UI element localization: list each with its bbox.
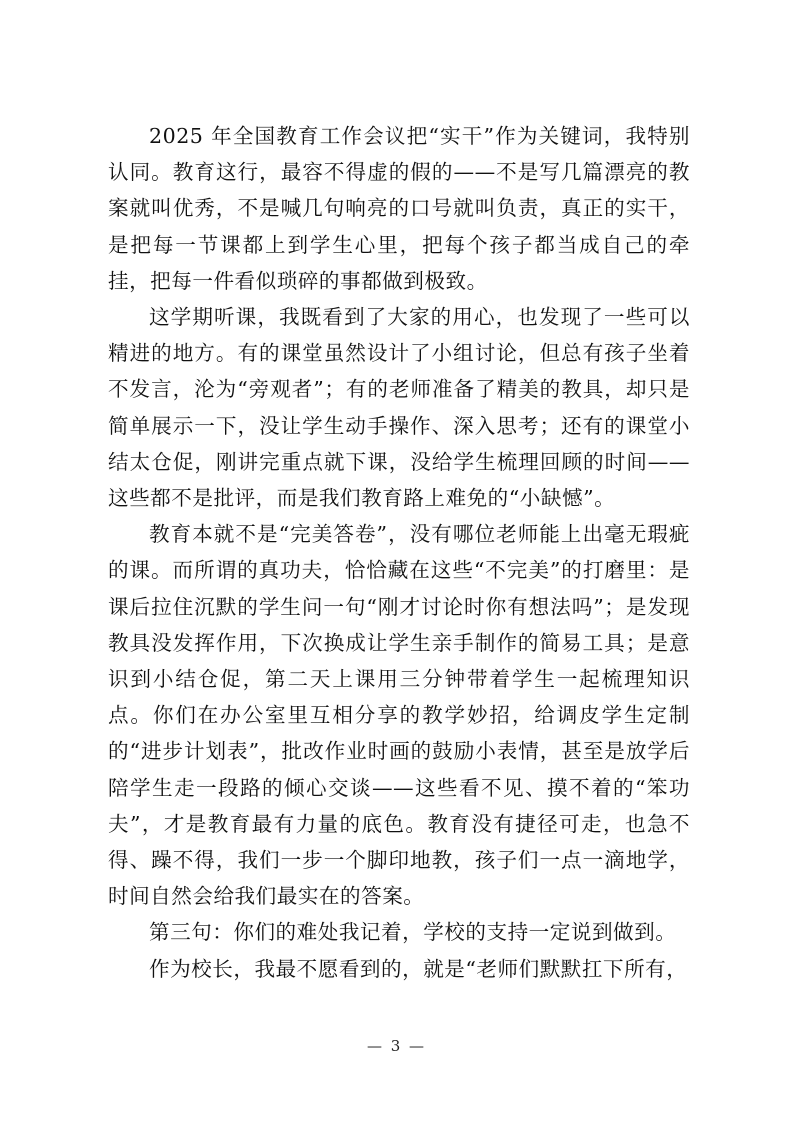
paragraph-third-point: 第三句：你们的难处我记着，学校的支持一定说到做到。: [149, 920, 677, 945]
paragraph-principal: 作为校长，我最不愿看到的，就是“老师们默默扛下所有，: [149, 956, 688, 981]
paragraph-tingke: 这学期听课，我既看到了大家的用心，也发现了一些可以精进的地方。有的课堂虽然设计了小组讨论，但总有孩子坐着不发言，沦为“旁观者”；有的老师准备了精美的教具，却只是简单展示一下，没让学生动手操作、深入思考；还有的课堂小结太仓促，刚讲完重点就下课，没给学生梳理回顾的时间——这些都不是批评，而是我们教育路上难免的“小缺憾”。: [108, 305, 690, 511]
body-text: [108, 118, 690, 987]
paragraph-wanmei-dajuan: 教育本就不是“完美答卷”，没有哪位老师能上出毫无瑕疵的课。而所谓的真功夫，恰恰藏在这些“不完美”的打磨里：是课后拉住沉默的学生问一句“刚才讨论时你有想法吗”；是发现教具没发挥作用，下次换成让学生亲手制作的简易工具；是意识到小结仓促，第二天上课用三分钟带着学生一起梳理知识点。你们在办公室里互相分享的教学妙招，给调皮学生定制的“进步计划表”，批改作业时画的鼓励小表情，甚至是放学后陪学生走一段路的倾心交谈——这些看不见、摸不着的“笨功夫”，才是教育最有力量的底色。教育没有捷径可走，也急不得、躁不得，我们一步一个脚印地教，孩子们一点一滴地学，时间自然会给我们最实在的答案。: [108, 522, 690, 909]
page-number: — 3 —: [366, 1037, 427, 1055]
paragraph-shigan: 2025 年全国教育工作会议把“实干”作为关键词，我特别认同。教育这行，最容不得虚的假的——不是写几篇漂亮的教案就叫优秀，不是喊几句响亮的口号就叫负责，真正的实干，是把每一节课都上到学生心里，把每个孩子都当成自己的牵挂，把每一件看似琐碎的事都做到极致。: [108, 124, 690, 293]
